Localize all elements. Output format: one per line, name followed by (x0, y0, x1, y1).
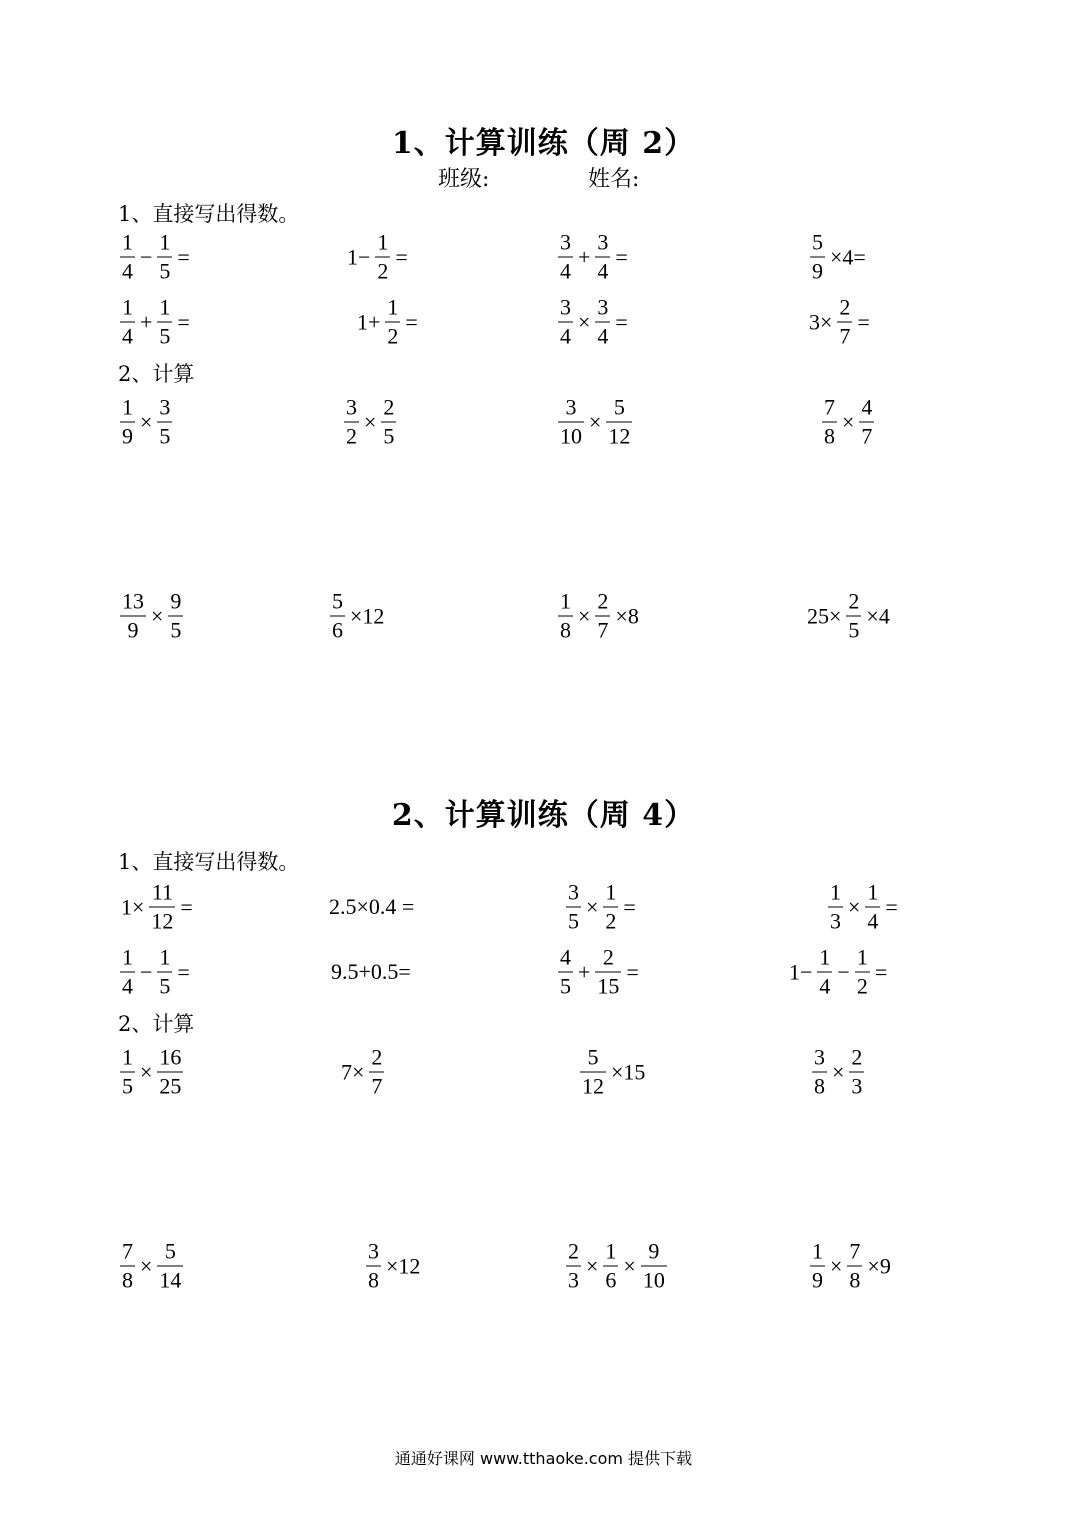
fraction (157, 229, 172, 284)
numerator: 1 (122, 294, 133, 320)
fraction (157, 1044, 183, 1099)
numerator: 1 (387, 294, 399, 320)
denominator: 3 (851, 1073, 863, 1099)
fraction (603, 1238, 618, 1293)
operator: × (586, 1253, 599, 1278)
denominator: 12 (582, 1073, 604, 1099)
denominator: 12 (608, 423, 631, 449)
operator: × (140, 1253, 153, 1278)
fraction (120, 229, 135, 284)
operator: × (589, 409, 602, 434)
problem (338, 1044, 386, 1099)
fraction (828, 879, 843, 934)
problem (808, 229, 869, 284)
operator: = (177, 244, 190, 269)
numerator: 1 (856, 944, 868, 970)
fraction (120, 1044, 135, 1099)
fraction (558, 588, 573, 643)
numerator: 11 (151, 879, 174, 905)
operator: ×4 (866, 603, 890, 628)
denominator: 5 (170, 617, 182, 643)
denominator: 12 (151, 908, 174, 934)
denominator: 3 (568, 1267, 579, 1293)
footer-credit: 通通好课网 www.tthaoke.com 提供下载 (394, 1449, 693, 1468)
operator: = (395, 244, 408, 269)
fraction (369, 1044, 384, 1099)
operator: 25× (807, 603, 842, 628)
problem (556, 394, 634, 449)
denominator: 9 (812, 1267, 823, 1293)
problem (556, 944, 642, 999)
problem (118, 294, 193, 349)
problem (808, 1238, 894, 1293)
operator: × (140, 409, 153, 434)
fraction (837, 294, 852, 349)
numerator: 1 (122, 229, 133, 255)
denominator: 2 (346, 423, 357, 449)
denominator: 2 (387, 323, 399, 349)
numerator: 1 (560, 588, 571, 614)
section-1-part2-label: 2、计算 (118, 362, 195, 386)
fraction (558, 944, 573, 999)
numerator: 7 (824, 394, 835, 420)
numerator: 2 (383, 394, 395, 420)
fraction (120, 394, 135, 449)
numerator: 4 (560, 944, 571, 970)
denominator: 4 (597, 323, 609, 349)
class-label: 班级: (438, 167, 490, 192)
denominator: 5 (159, 973, 171, 999)
fraction (865, 879, 880, 934)
fraction (344, 394, 359, 449)
fraction (157, 1238, 183, 1293)
operator: − (837, 959, 850, 984)
fraction (366, 1238, 381, 1293)
denominator: 4 (819, 973, 831, 999)
denominator: 8 (814, 1073, 825, 1099)
numerator: 3 (346, 394, 357, 420)
numerator: 3 (560, 229, 571, 255)
fraction (595, 944, 621, 999)
denominator: 4 (560, 258, 571, 284)
problem (118, 394, 174, 449)
problem (326, 894, 417, 920)
numerator: 1 (122, 944, 133, 970)
operator: 9.5+0.5= (331, 959, 411, 984)
operator: 1+ (357, 309, 381, 334)
numerator: 1 (812, 1238, 823, 1264)
numerator: 3 (597, 294, 609, 320)
numerator: 1 (122, 394, 133, 420)
numerator: 5 (812, 229, 823, 255)
operator: 3× (809, 309, 833, 334)
denominator: 5 (848, 617, 860, 643)
denominator: 9 (120, 616, 146, 642)
operator: + (578, 244, 591, 269)
problem (364, 1238, 423, 1293)
denominator: 8 (849, 1267, 861, 1293)
numerator: 1 (605, 879, 617, 905)
operator: = (857, 309, 870, 334)
denominator: 7 (839, 323, 851, 349)
denominator: 7 (371, 1073, 383, 1099)
denominator: 2 (605, 908, 617, 934)
fraction (385, 294, 400, 349)
problem (118, 588, 185, 643)
operator: 1× (121, 894, 145, 919)
numerator: 3 (565, 394, 577, 420)
fraction (149, 879, 175, 934)
fraction (381, 394, 396, 449)
problem (556, 229, 631, 284)
operator: − (140, 959, 153, 984)
problem (354, 294, 421, 349)
operator: ×9 (867, 1253, 891, 1278)
denominator: 8 (368, 1267, 379, 1293)
operator: = (615, 244, 628, 269)
denominator: 6 (332, 617, 343, 643)
numerator: 13 (122, 588, 144, 614)
problem (556, 588, 642, 643)
operator: = (615, 309, 628, 334)
fraction (558, 229, 573, 284)
problem (328, 959, 414, 985)
operator: ×8 (615, 603, 639, 628)
problem (564, 879, 639, 934)
denominator: 5 (159, 323, 171, 349)
denominator: 7 (861, 423, 873, 449)
numerator: 1 (867, 879, 879, 905)
name-label: 姓名: (588, 167, 640, 192)
denominator: 10 (642, 1267, 665, 1293)
fraction (846, 588, 861, 643)
denominator: 6 (605, 1267, 617, 1293)
operator: × (140, 1059, 153, 1084)
section-1-title: 1、计算训练（周 2） (391, 126, 696, 161)
problem (118, 1238, 185, 1293)
numerator: 1 (159, 294, 171, 320)
fraction (603, 879, 618, 934)
numerator: 9 (648, 1238, 660, 1264)
denominator: 9 (122, 423, 133, 449)
operator: = (874, 959, 888, 984)
problem (118, 944, 193, 999)
problem (786, 944, 890, 999)
fraction (595, 588, 610, 643)
operator: 7× (341, 1059, 365, 1084)
operator: ×4= (830, 244, 866, 269)
denominator: 8 (122, 1267, 133, 1293)
problem (826, 879, 901, 934)
fraction (157, 294, 172, 349)
operator: × (151, 603, 164, 628)
operator: × (832, 1059, 845, 1084)
numerator: 1 (159, 229, 171, 255)
numerator: 16 (159, 1044, 182, 1070)
section-1-part1-label: 1、直接写出得数。 (118, 202, 300, 226)
fraction (641, 1238, 667, 1293)
denominator: 9 (812, 258, 823, 284)
numerator: 2 (848, 588, 860, 614)
section-2-title: 2、计算训练（周 4） (391, 798, 696, 833)
problem (578, 1044, 648, 1099)
numerator: 9 (170, 588, 182, 614)
problem (344, 229, 411, 284)
operator: × (364, 409, 377, 434)
operator: × (578, 603, 591, 628)
numerator: 1 (819, 944, 831, 970)
denominator: 7 (597, 617, 609, 643)
problem (328, 588, 387, 643)
denominator: 4 (122, 258, 133, 284)
fraction (817, 944, 832, 999)
operator: = (180, 894, 193, 919)
denominator: 2 (377, 258, 389, 284)
denominator: 4 (597, 258, 609, 284)
fraction (120, 588, 146, 643)
numerator: 2 (851, 1044, 863, 1070)
problem (820, 394, 876, 449)
fraction (375, 229, 390, 284)
numerator: 2 (839, 294, 851, 320)
denominator: 10 (560, 423, 582, 449)
fraction (157, 944, 172, 999)
denominator: 14 (159, 1267, 182, 1293)
problem (564, 1238, 669, 1293)
denominator: 25 (159, 1073, 182, 1099)
operator: = (177, 309, 190, 334)
denominator: 15 (597, 973, 620, 999)
numerator: 1 (377, 229, 389, 255)
fraction (595, 229, 610, 284)
numerator: 2 (602, 944, 614, 970)
operator: + (578, 959, 591, 984)
numerator: 5 (332, 588, 343, 614)
fraction (120, 294, 135, 349)
denominator: 5 (122, 1073, 133, 1099)
numerator: 4 (861, 394, 873, 420)
section-2-part1-label: 1、直接写出得数。 (118, 850, 300, 874)
denominator: 4 (122, 323, 133, 349)
numerator: 5 (164, 1238, 176, 1264)
fraction (566, 879, 581, 934)
operator: ×12 (386, 1253, 421, 1278)
fraction (810, 1238, 825, 1293)
operator: × (578, 309, 591, 334)
numerator: 3 (368, 1238, 379, 1264)
numerator: 3 (597, 229, 609, 255)
denominator: 3 (830, 908, 841, 934)
denominator: 5 (383, 423, 395, 449)
fraction (157, 394, 172, 449)
operator: ×15 (611, 1059, 646, 1084)
operator: = (623, 894, 636, 919)
denominator: 5 (159, 258, 171, 284)
operator: = (626, 959, 639, 984)
operator: ×12 (350, 603, 385, 628)
denominator: 4 (867, 908, 879, 934)
problem (806, 294, 873, 349)
operator: 1− (789, 959, 813, 984)
operator: + (140, 309, 153, 334)
problem (342, 394, 398, 449)
operator: 1− (347, 244, 371, 269)
numerator: 2 (568, 1238, 579, 1264)
problem (804, 588, 893, 643)
denominator: 8 (824, 423, 835, 449)
numerator: 2 (597, 588, 609, 614)
numerator: 1 (830, 879, 841, 905)
fraction (580, 1044, 606, 1099)
fraction (855, 944, 870, 999)
denominator: 2 (856, 973, 868, 999)
numerator: 3 (560, 294, 571, 320)
fraction (849, 1044, 864, 1099)
numerator: 3 (568, 879, 579, 905)
denominator: 5 (560, 973, 571, 999)
fraction (558, 294, 573, 349)
denominator: 4 (560, 323, 571, 349)
operator: = (405, 309, 418, 334)
operator: × (830, 1253, 843, 1278)
fraction (120, 1238, 135, 1293)
fraction (558, 394, 584, 449)
numerator: 1 (159, 944, 171, 970)
numerator: 3 (814, 1044, 825, 1070)
numerator: 1 (605, 1238, 617, 1264)
numerator: 3 (159, 394, 171, 420)
fraction (566, 1238, 581, 1293)
fraction (810, 229, 825, 284)
operator: × (842, 409, 855, 434)
problem (118, 229, 193, 284)
problem (556, 294, 631, 349)
fraction (595, 294, 610, 349)
operator: = (885, 894, 898, 919)
fraction (859, 394, 874, 449)
operator: × (623, 1253, 636, 1278)
numerator: 2 (371, 1044, 383, 1070)
operator: = (177, 959, 190, 984)
numerator: 5 (587, 1044, 599, 1070)
numerator: 5 (613, 394, 625, 420)
denominator: 8 (560, 617, 571, 643)
operator: × (848, 894, 861, 919)
fraction (120, 944, 135, 999)
operator: − (140, 244, 153, 269)
problem (118, 1044, 185, 1099)
numerator: 7 (122, 1238, 133, 1264)
numerator: 1 (122, 1044, 133, 1070)
operator: 2.5×0.4 = (329, 894, 415, 919)
denominator: 5 (568, 908, 579, 934)
numerator: 7 (849, 1238, 861, 1264)
fraction (606, 394, 632, 449)
fraction (812, 1044, 827, 1099)
problem (118, 879, 196, 934)
fraction (168, 588, 183, 643)
problem (810, 1044, 866, 1099)
fraction (847, 1238, 862, 1293)
denominator: 5 (159, 423, 171, 449)
fraction (822, 394, 837, 449)
operator: × (586, 894, 599, 919)
fraction (330, 588, 345, 643)
section-2-part2-label: 2、计算 (118, 1012, 195, 1036)
denominator: 4 (122, 973, 133, 999)
